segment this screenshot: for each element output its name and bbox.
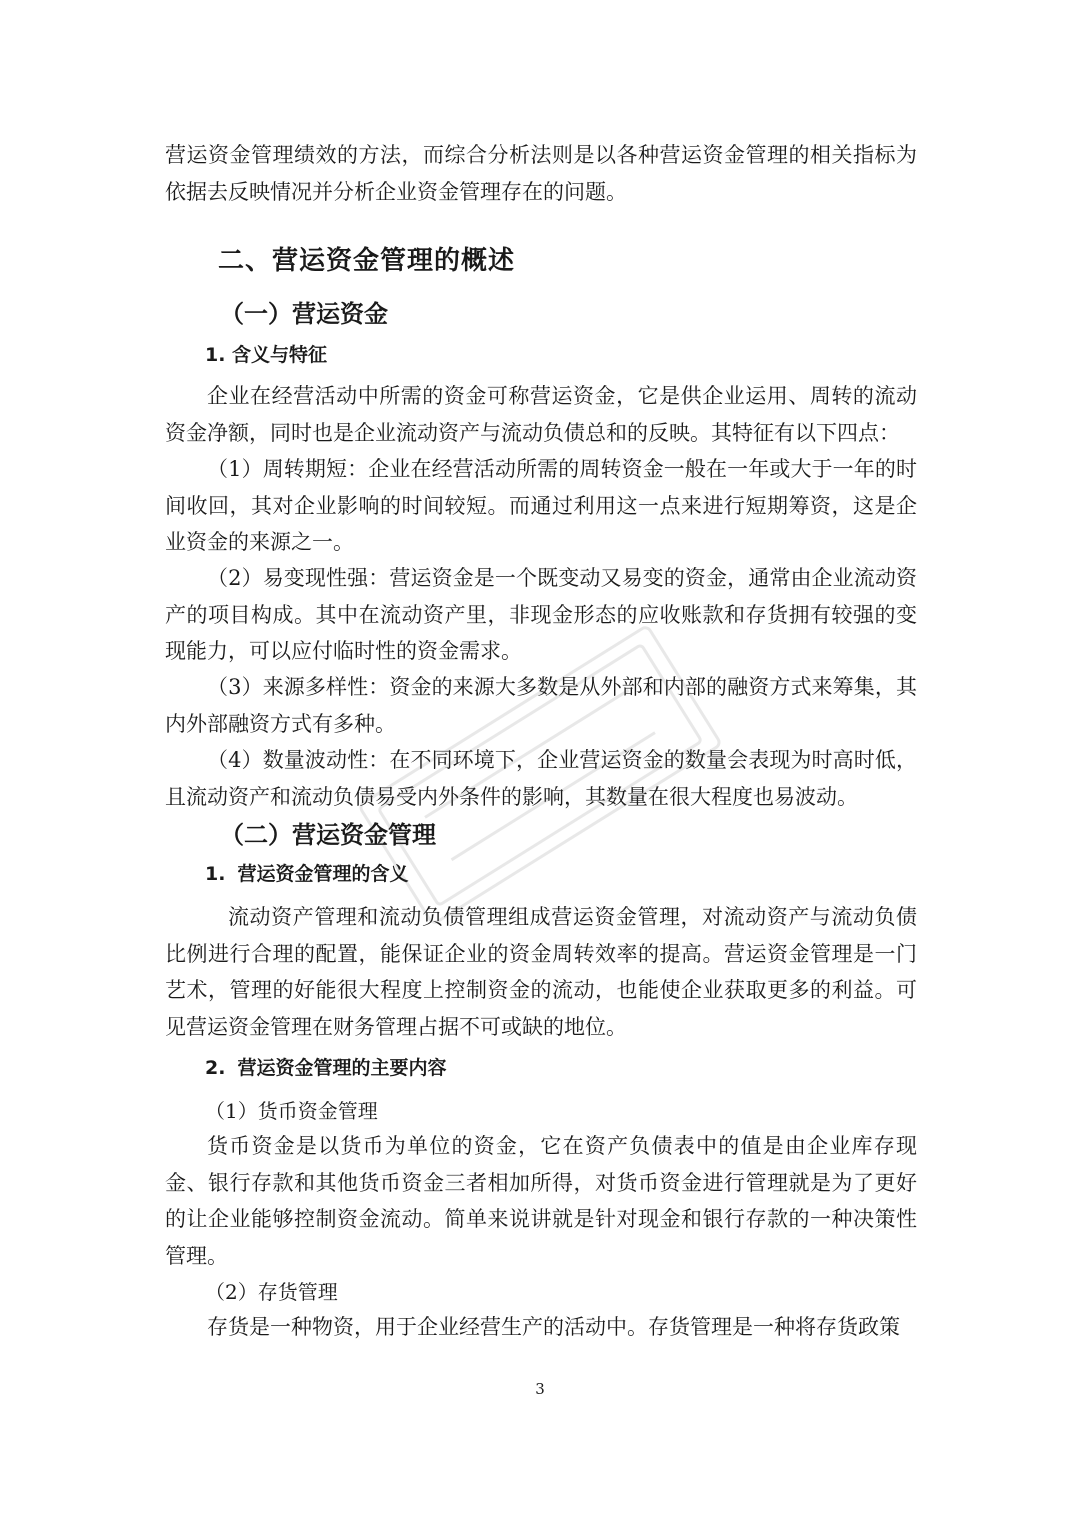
feature-item-3: （3）来源多样性：资金的来源大多数是从外部和内部的融资方式来筹集，其内外部融资方式有多种。: [165, 675, 917, 736]
section-title: 二、营运资金管理的概述: [218, 246, 516, 276]
feature-item-2: （2）易变现性强：营运资金是一个既变动又易变的资金，通常由企业流动资产的项目构成。其中在流动资产里，非现金形态的应收账款和存货拥有较强的变现能力，可以应付临时性的资金需求。: [165, 566, 917, 663]
heading-text: 营运资金管理的主要内容: [237, 1057, 447, 1079]
item-inventory-title: （2）存货管理: [205, 1280, 338, 1304]
heading-number: 1.: [205, 863, 226, 885]
subsection-title-operating-capital: （一）营运资金: [220, 300, 388, 328]
heading-main-content: [205, 1053, 446, 1080]
heading-meaning-features: 1. 含义与特征: [205, 344, 328, 366]
heading-number: 2.: [205, 1057, 226, 1079]
feature-item-4: （4）数量波动性：在不同环境下，企业营运资金的数量会表现为时高时低，且流动资产和流动负债易受内外条件的影响，其数量在很大程度也易波动。: [165, 748, 917, 809]
inventory-paragraph: 存货是一种物资，用于企业经营生产的活动中。存货管理是一种将存货政策: [207, 1315, 900, 1339]
subsection-title-capital-management: （二）营运资金管理: [220, 821, 436, 849]
heading-text: 营运资金管理的含义: [237, 863, 409, 885]
item-monetary-funds-title: （1）货币资金管理: [205, 1099, 378, 1123]
page-number: 3: [535, 1380, 545, 1398]
monetary-funds-paragraph: 货币资金是以货币为单位的资金，它在资产负债表中的值是由企业库存现金、银行存款和其他货币资金三者相加所得，对货币资金进行管理就是为了更好的让企业能够控制资金流动。简单来说讲就是针对现金和银行存款的一种决策性管理。: [165, 1134, 917, 1268]
heading-management-meaning: [205, 859, 408, 886]
intro-paragraph: 营运资金管理绩效的方法，而综合分析法则是以各种营运资金管理的相关指标为依据去反映情况并分析企业资金管理存在的问题。: [165, 143, 917, 204]
features-intro-paragraph: 企业在经营活动中所需的资金可称营运资金，它是供企业运用、周转的流动资金净额，同时也是企业流动资产与流动负债总和的反映。其特征有以下四点：: [165, 384, 917, 445]
management-meaning-paragraph: 流动资产管理和流动负债管理组成营运资金管理，对流动资产与流动负债比例进行合理的配置，能保证企业的资金周转效率的提高。营运资金管理是一门艺术，管理的好能很大程度上控制资金的流动，也能使企业获取更多的利益。可见营运资金管理在财务管理占据不可或缺的地位。: [165, 905, 917, 1039]
feature-item-1: （1）周转期短：企业在经营活动所需的周转资金一般在一年或大于一年的时间收回，其对企业影响的时间较短。而通过利用这一点来进行短期筹资，这是企业资金的来源之一。: [165, 457, 917, 554]
